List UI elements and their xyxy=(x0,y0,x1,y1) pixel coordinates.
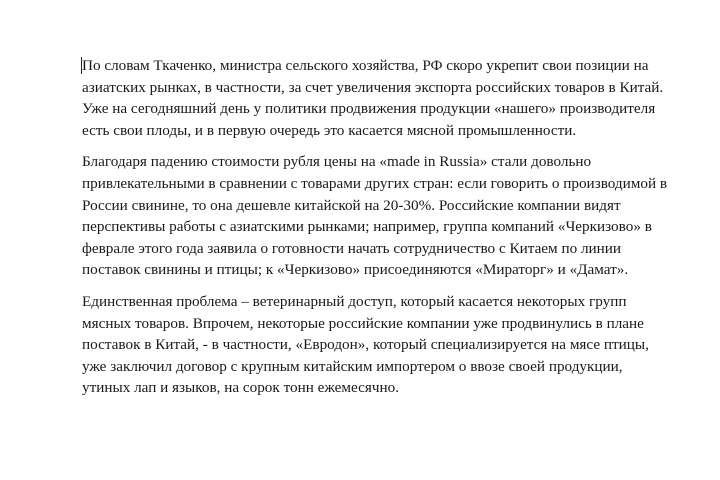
paragraph-line: России свинине, то она дешевле китайской на 20-30%. Российские компании видят xyxy=(82,196,621,214)
paragraph-line: Уже на сегодняшний день у политики продвижения продукции «нашего» производителя xyxy=(82,100,656,118)
paragraph-2 xyxy=(82,151,694,281)
paragraph-line: мясных товаров. Впрочем, некоторые российские компании уже продвинулись в плане xyxy=(82,314,644,332)
paragraph-line: утиных лап и языков, на сорок тонн ежемесячно. xyxy=(82,379,400,397)
paragraph-line: Благодаря падению стоимости рубля цены на «made in Russia» стали довольно xyxy=(82,153,592,171)
paragraph-line: феврале этого года заявила о готовности начать сотрудничество с Китаем по линии xyxy=(82,239,622,257)
paragraph-line: есть свои плоды, и в первую очередь это касается мясной промышленности. xyxy=(82,121,577,139)
paragraph-1 xyxy=(82,55,694,141)
paragraph-line: привлекательными в сравнении с товарами других стран: если говорить о производимой в xyxy=(82,174,668,192)
paragraph-line: перспективы работы с азиатскими рынками; например, группа компаний «Черкизово» в xyxy=(82,218,652,236)
paragraph-line: уже заключил договор с крупным китайским импортером о ввозе своей продукции, xyxy=(82,357,623,375)
paragraph-line: По словам Ткаченко, министра сельского хозяйства, РФ скоро укрепит свои позиции на xyxy=(82,57,649,74)
document-body[interactable] xyxy=(82,55,694,409)
paragraph-3 xyxy=(82,291,694,399)
paragraph-line: поставок свинины и птицы; к «Черкизово» присоединяются «Мираторг» и «Дамат». xyxy=(82,261,629,279)
paragraph-line: Единственная проблема – ветеринарный доступ, который касается некоторых групп xyxy=(82,292,627,310)
paragraph-line: азиатских рынках, в частности, за счет увеличения экспорта российских товаров в Китай. xyxy=(82,78,664,96)
paragraph-line: поставок в Китай, - в частности, «Евродон», который специализируется на мясе птицы, xyxy=(82,336,649,354)
